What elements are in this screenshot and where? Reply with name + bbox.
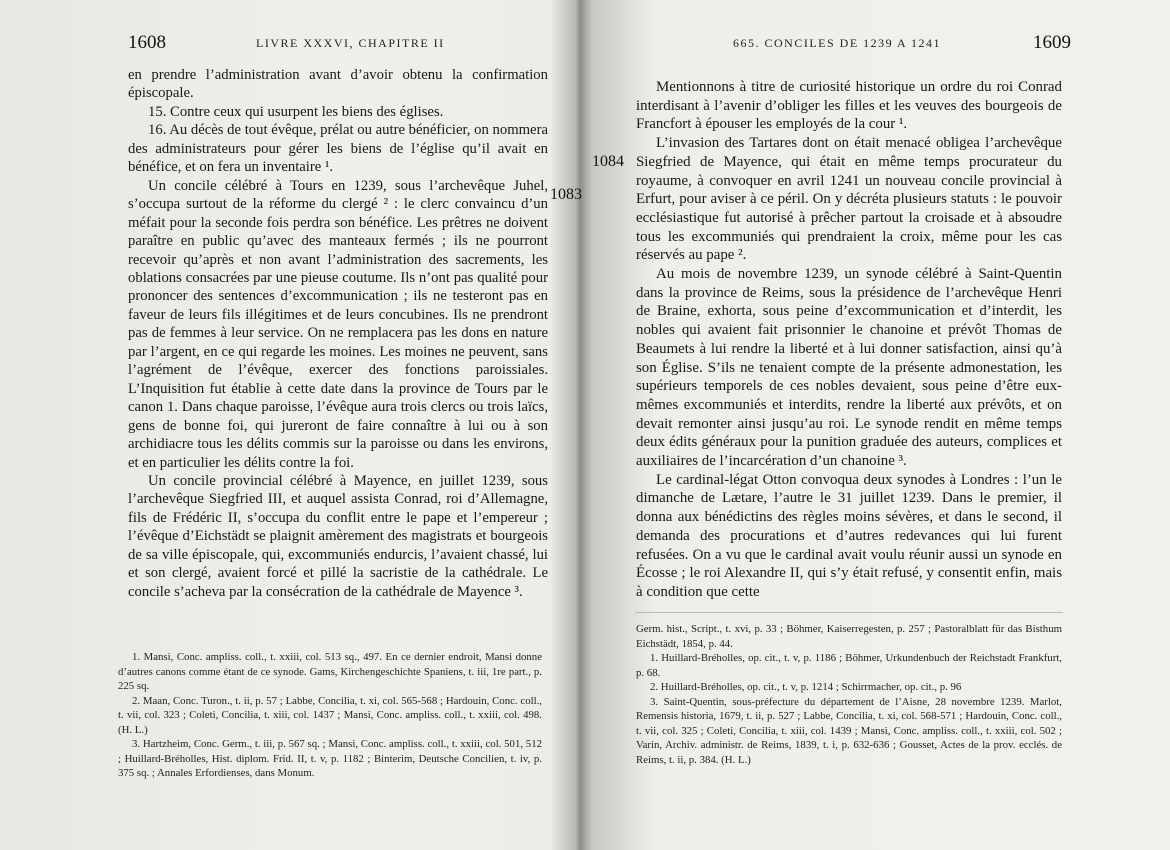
paragraph: Un concile célébré à Tours en 1239, sous l’archevêque Juhel, s’occupa surtout de la réforme du clergé ² : le clerc convaincu d’un méfait pour la seconde fois perdra son bénéfice. Les prêtres ne doivent paraître en public qu’avec des manteaux fermés ; ils ne pourront recevoir qu’après et non avant l’administration des sacrements, les oblations consacrées par une pieuse coutume. Ils n’ont pas qualité pour prononcer des sentences d’excommunication ; ils ne testeront pas en faveur de leurs fils illégitimes et de leurs concubines. Ils ne prendront pas de femmes à leur service. On ne remplacera pas les dons en nature par l’argent, en ce qui regarde les moines. Les moines ne peuvent, sans l’agrément de l’évêque, exercer des fonctions paroissiales. L’Inquisition fut établie à cette date dans la province de Tours par le canon 1. Dans chaque paroisse, l’évêque aura trois clercs ou trois laïcs, gens de bonne foi, qui jureront de faire connaître à lui ou à son archidiacre tous les délits commis sur la paroisse ou dans les environs, et en particulier les délits contre la foi.: [128, 177, 548, 471]
paragraph: 15. Contre ceux qui usurpent les biens des églises.: [148, 103, 444, 120]
body-text: [128, 66, 548, 601]
right-page: [585, 0, 1170, 850]
footnote-divider: [635, 612, 1063, 613]
footnote: 1. Mansi, Conc. ampliss. coll., t. xxiii, col. 513 sq., 497. En ce dernier endroit, Mansi donne d’autres canons comme étant de ce synode. Gams, Kirchengeschichte Spaniens, t. iii, 1re part., p. 225 sq.: [118, 651, 542, 692]
footnote: 2. Huillard-Bréholles, op. cit., t. v, p. 1214 ; Schirrmacher, op. cit., p. 96: [650, 681, 962, 693]
margin-page-reference: 1084: [592, 153, 624, 170]
footnote: 1. Huillard-Bréholles, op. cit., t. v, p. 1186 ; Böhmer, Urkundenbuch der Reichstadt Frankfurt, p. 68.: [636, 652, 1062, 679]
paragraph: Mentionnons à titre de curiosité historique un ordre du roi Conrad interdisant à l’avenir d’obliger les filles et les veuves des bourgeois de Francfort à épouser les employés de la cour ¹.: [636, 79, 1062, 133]
footnote: Germ. hist., Script., t. xvi, p. 33 ; Böhmer, Kaiserregesten, p. 257 ; Pastoralblatt für das Bisthum Eichstädt, 1854, p. 44.: [636, 623, 1062, 650]
footnotes: [118, 650, 542, 781]
running-head: 665. CONCILES DE 1239 A 1241: [733, 36, 942, 50]
paragraph: Le cardinal-légat Otton convoqua deux synodes à Londres : l’un le dimanche de Lætare, l’autre le 31 juillet 1239. Dans le premier, il donna aux bénédictins des règles moins sévères, et dans le second, il demanda des procurations et d’autres redevances qui lui furent refusées. On a vu que le cardinal avait voulu réunir aussi un synode en Écosse ; le roi Alexandre II, qui s’y était refusé, y consentit enfin, mais à condition que cette: [636, 471, 1062, 600]
margin-page-reference: 1083: [550, 186, 582, 203]
page-number: 1609: [1033, 32, 1071, 53]
page-number: 1608: [128, 32, 166, 53]
footnote: 3. Saint-Quentin, sous-préfecture du département de l’Aisne, 28 novembre 1239. Marlot, Remensis historia, 1679, t. ii, p. 527 ; Labbe, Concilia, t. xi, col. 568-571 ; Hardouin, Conc. coll., t. vii, col. 325 ; Coleti, Concilia, t. xiii, col. 1439 ; Mansi, Conc. ampliss. coll., t. xxiii, col. 502 ; Varin, Archiv. administr. de Reims, 1839, t. i, p. 632-636 ; Gousset, Actes de la prov. ecclés. de Reims, t. ii, p. 384. (H. L.): [636, 695, 1062, 766]
running-head: LIVRE XXXVI, CHAPITRE II: [256, 36, 445, 50]
footnotes: [636, 622, 1062, 767]
footnote: 2. Maan, Conc. Turon., t. ii, p. 57 ; Labbe, Concilia, t. xi, col. 565-568 ; Hardouin, Conc. coll., t. vii, col. 323 ; Coleti, Concilia, t. xiii, col. 1437 ; Mansi, Conc. ampliss. coll., t. xxiii, col. 498. (H. L.): [118, 694, 542, 736]
paragraph: L’invasion des Tartares dont on était menacé obligea l’archevêque Siegfried de Mayence, qui était en même temps procurateur du royaume, à convoquer en avril 1241 un nouveau concile provincial à Erfurt, pour aviser à ce péril. On y décréta plusieurs statuts : le pouvoir ecclésiastique fut autorisé à prêcher partout la croisade et à absoudre tous les excommuniés qui prendraient la croix, même pour les cas réservés au pape ².: [636, 135, 1062, 264]
paragraph: Un concile provincial célébré à Mayence, en juillet 1239, sous l’archevêque Siegfried III, et auquel assista Conrad, roi d’Allemagne, fils de Frédéric II, s’occupa du conflit entre le pape et l’empereur ; l’évêque d’Eichstädt se plaignit amèrement des magistrats et bourgeois de sa ville épiscopale, qui, excommuniés endurcis, l’avaient chassé, lui et son clergé, avaient forcé et pillé la sacristie de la cathédrale. Le concile s’acheva par la consécration de la cathédrale de Mayence ³.: [128, 472, 548, 600]
body-text: [636, 78, 1062, 602]
footnote: 3. Hartzheim, Conc. Germ., t. iii, p. 567 sq. ; Mansi, Conc. ampliss. coll., t. xxiii, col. 501, 512 ; Huillard-Bréholles, Hist. diplom. Frid. II, t. v, p. 1182 ; Binterim, Deutsche Concilien, t. iv, p. 375 sq. ; Annales Erfordienses, dans Monum.: [118, 738, 542, 779]
paragraph: en prendre l’administration avant d’avoir obtenu la confirmation épiscopale.: [128, 67, 548, 102]
paragraph: 16. Au décès de tout évêque, prélat ou autre bénéficier, on nommera des administrateurs pour gérer les biens de l’église qu’il avait en bénéfice, et on fera un inventaire ¹.: [128, 122, 548, 176]
paragraph: Au mois de novembre 1239, un synode célébré à Saint-Quentin dans la province de Reims, sous la présidence de l’archevêque Henri de Braine, exhorta, sous peine d’excommunication et d’interdit, les nobles qui avaient fait prisonnier le chanoine et prévôt Thomas de Beaumets à lui rendre la liberté et à lui donner satisfaction, ainsi qu’à son Église. S’ils ne tenaient compte de la présente admonestation, les supérieurs temporels de ces nobles devaient, sous peine d’être eux-mêmes excommuniés et interdits, rendre la liberté aux prévôts, et on devait remonter ainsi jusqu’au roi. Le synode rendit en même temps deux édits généraux pour la punition graduée des auteurs, complices et auxiliaires de l’incarcération d’un chanoine ³.: [636, 266, 1062, 470]
